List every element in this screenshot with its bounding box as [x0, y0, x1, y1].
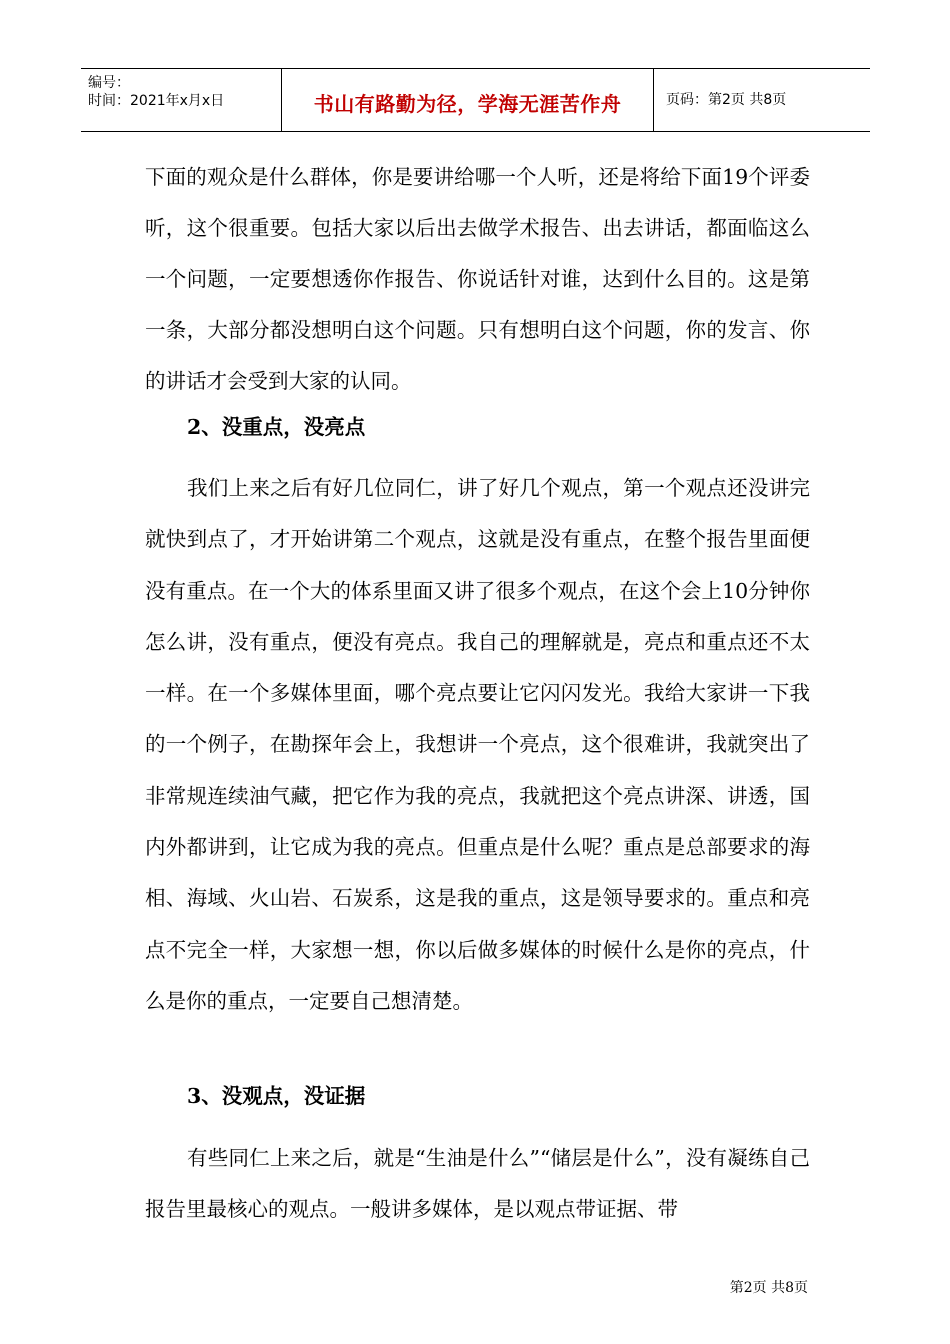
document-code-label: 编号： — [88, 75, 130, 91]
header-motto-cell — [282, 69, 654, 131]
header-page-cell — [654, 69, 870, 131]
page-footer-number: 第2页 共8页 — [729, 1280, 808, 1296]
section-heading-3: 3、没观点，没证据 — [187, 1084, 366, 1108]
section-heading-2: 2、没重点，没亮点 — [187, 415, 366, 439]
header-motto: 书山有路勤为径，学海无涯苦作舟 — [313, 92, 622, 116]
header-meta-cell — [81, 69, 282, 131]
document-date: 时间：2021年x月x日 — [88, 93, 225, 109]
paragraph-1: 下面的观众是什么群体，你是要讲给哪一个人听，还是将给下面19个评委听，这个很重要。包括大家以后出去做学术报告、出去讲话，都面临这么一个问题，一定要想透你作报告、你说话针对谁，达到什么目的。这是第一条，大部分都没想明白这个问题。只有想明白这个问题，你的发言、你的讲话才会受到大家的认同。 — [145, 165, 810, 393]
paragraph-3: 有些同仁上来之后，就是“生油是什么”“储层是什么”，没有凝练自己报告里最核心的观点。一般讲多媒体，是以观点带证据、带 — [145, 1146, 810, 1221]
paragraph-2: 我们上来之后有好几位同仁，讲了好几个观点，第一个观点还没讲完就快到点了，才开始讲第二个观点，这就是没有重点，在整个报告里面便没有重点。在一个大的体系里面又讲了很多个观点，在这个会上10分钟你怎么讲，没有重点，便没有亮点。我自己的理解就是，亮点和重点还不太一样。在一个多媒体里面，哪个亮点要让它闪闪发光。我给大家讲一下我的一个例子，在勘探年会上，我想讲一个亮点，这个很难讲，我就突出了非常规连续油气藏，把它作为我的亮点，我就把这个亮点讲深、讲透，国内外都讲到，让它成为我的亮点。但重点是什么呢？重点是总部要求的海相、海域、火山岩、石炭系，这是我的重点，这是领导要求的。重点和亮点不完全一样，大家想一想，你以后做多媒体的时候什么是你的亮点，什么是你的重点，一定要自己想清楚。 — [145, 476, 810, 1013]
page-header — [81, 68, 870, 132]
header-page-code: 页码：第2页 共8页 — [666, 92, 787, 108]
